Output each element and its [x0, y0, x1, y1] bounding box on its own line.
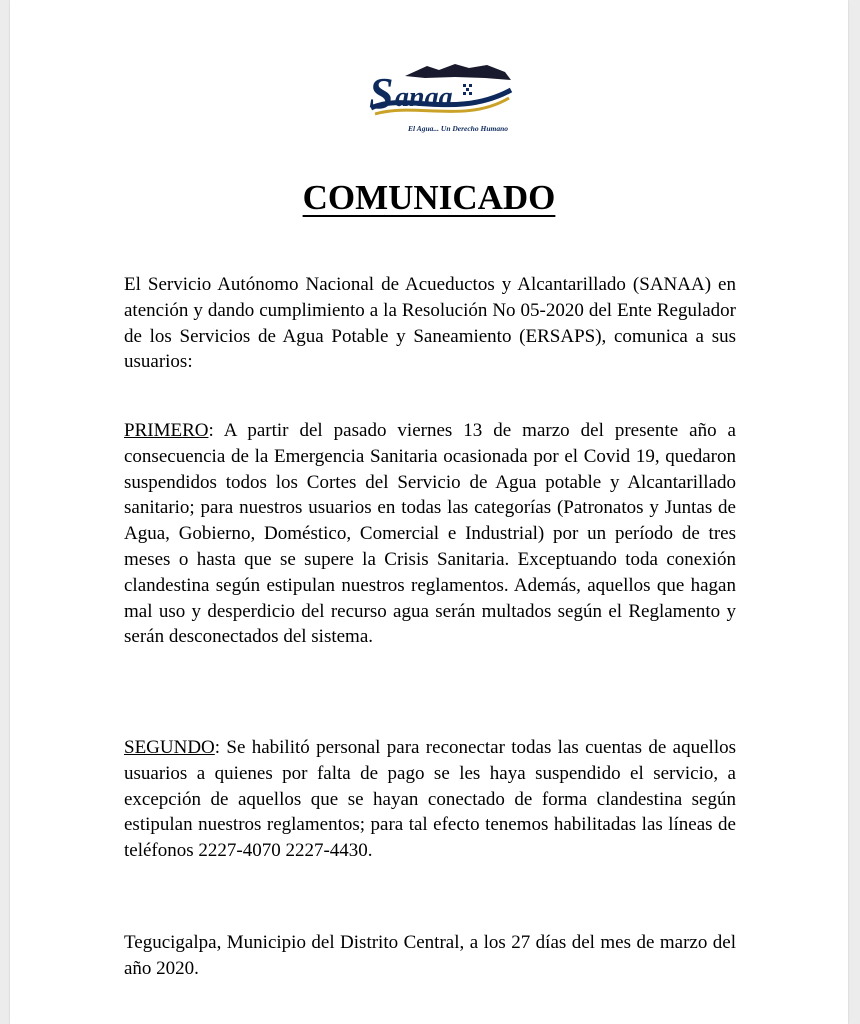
sanaa-logo: [365, 62, 515, 140]
primero-label: PRIMERO: [124, 420, 209, 441]
primero-paragraph: [124, 418, 736, 650]
svg-text:anaa: anaa: [395, 82, 453, 113]
document-title: [10, 178, 848, 218]
document-title-text: COMUNICADO: [302, 178, 556, 217]
primero-text: A partir del pasado viernes 13 de marzo del presente año a consecuencia de la Emergencia Sanitaria ocasionada por el Covid 19, quedaron suspendidos todos los Cortes del Servicio de Agua potable y Alcantarillado sanitario; para nuestros usuarios en todas las categorías (Patronatos y Juntas de Agua, Gobierno, Doméstico, Comercial e Industrial) por un período de tres meses o hasta que se supere la Crisis Sanitaria. Exceptuando toda conexión clandestina según estipulan nuestros reglamentos. Además, aquellos que hagan mal uso y desperdicio del recurso agua serán multados según el Reglamento y serán desconectados del sistema.: [124, 420, 736, 648]
segundo-separator: :: [214, 737, 227, 758]
segundo-text: Se habilitó personal para reconectar todas las cuentas de aquellos usuarios a quienes por falta de pago se les haya suspendido el servicio, a excepción de aquellos que se hayan conectado de forma clandestina según estipulan nuestros reglamentos; para tal efecto tenemos habilitadas las líneas de teléfonos 2227-4070 2227-4430.: [124, 737, 736, 862]
intro-paragraph: El Servicio Autónomo Nacional de Acueductos y Alcantarillado (SANAA) en atención y dando cumplimiento a la Resolución No 05-2020 del Ente Regulador de los Servicios de Agua Potable y Saneamiento (ERSAPS), comunica a sus usuarios:: [124, 274, 736, 373]
document-page: [10, 0, 848, 1024]
sanaa-logo-graphic: [365, 62, 515, 124]
segundo-paragraph: [124, 735, 736, 864]
segundo-label: SEGUNDO: [124, 737, 215, 758]
logo-tagline: El Agua... Un Derecho Humano: [408, 124, 508, 133]
primero-separator: :: [208, 420, 224, 441]
closing-paragraph: Tegucigalpa, Municipio del Distrito Central, a los 27 días del mes de marzo del año 2020.: [124, 932, 736, 979]
svg-text:S: S: [369, 69, 394, 118]
